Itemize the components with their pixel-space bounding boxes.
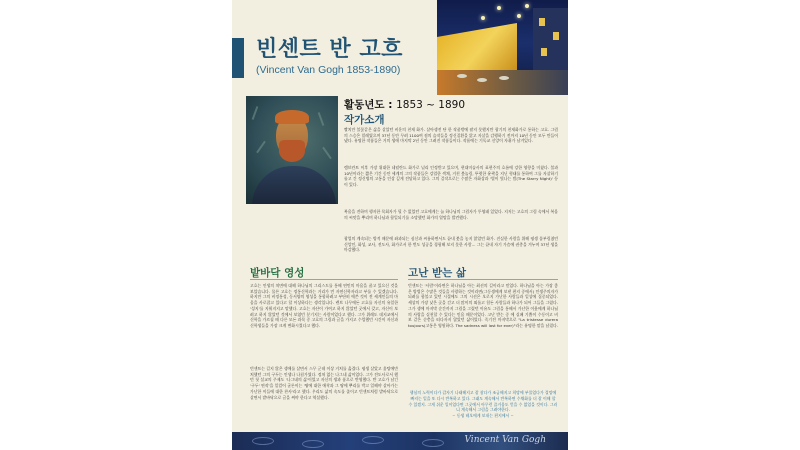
spiritual-paragraph: 빈센트는 길지 않은 생애를 살면서 스무 군데 이상 거처를 옮겼다. 평생 살았고 흙탕에만 처했던 그의 구두는 인생나 나침가였다. 정처 없는 나그네 삶이었다. 그가 전도사로서 했던 첫 설교의 주제도 '나그네의 삶'이었고 자신의 생과 품으로 반영했다. 반 고흐가 남긴 '구두' 연작'을 일컬어 굴론이는 '땅에 대한 애착과 그 땅에 뿌리를 박고 일해야 살아가는 가난한 이들에 대한 찬사'라고 했다. 우리도 삶의 속도를 줄이고 빈센트처럼 밭바닥으로 살면서 밭바닥으로 글을 써야 한다고 역설했다. [250, 366, 398, 400]
star [497, 6, 501, 10]
street-floor [437, 70, 568, 95]
window [539, 18, 545, 26]
star [517, 14, 521, 18]
section-divider [250, 279, 398, 280]
cafe-terrace-painting [437, 0, 568, 95]
starry-night-footer [232, 432, 568, 450]
self-portrait-painting [246, 96, 338, 204]
cafe-table [499, 76, 509, 80]
spiritual-paragraph: 고흐는 인생의 치면에 대해 하나님의 그리스도를 통해 연민의 마음을 품고 있으신 것을 보았습니다. 물론 고흐는 정통신학과는 거리가 먼 자연신학자라고 부를 수 있겠습니다. 하지만 그의 비정통성, 동서양의 영성을 통합하려고 부단히 애쓴 것이 전 세계인들의 마음을 사로잡고 있다고 할 이상하다는 생각입니다. 렌브 나무에든 고흐를 자신의 유일한 '성지'를 지워지지고 말했다. 고흐는 자산이 가여고 하지 않았던 곳에서 갖고, 자신이 보려고 하지 않았던 것에서 보였던 분기지는 사람이었다고 했다. 그가 위레도 데지교에서 신학을 가르칠 때 다른 모든 과목 중 고흐의 그림과 글을 가지고 수업했던 시간이 자신과 신학생들을 가장 크게 변화시켰다고 했다. [250, 283, 398, 328]
page-subtitle: (Vincent Van Gogh 1853-1890) [256, 64, 401, 76]
suffering-paragraph: 빈센트는 '사람'이라면은 하나님을 아는 최선의 길이라고 믿었다. 하나님을 아는 가장 좋은 방법은 수많은 것들을 사랑하는 것이라면(그동생에게 보낸 편지 중에서) 인생주의자가 되려를 함불고 있던 시절에도 그의 시선은 오로지 가난한 사람들과 일상에 집중되었다. 세상의 가장 낮은 곳을 걷고 더 많이의 외롭고 힘든 사람들과 하나가 되어 그들을 그렸다. 그가 생에 마지막 순간까지 그림을 그렸던 이유도 그림을 통해서 가난한 이웃에게 하나님의 사랑을 실천할 수 있다는 믿음 때문이었다. 고난 받는 중 에 실패 기쁨이 수동이고 비보 같은 순충을 떠다자지 않았던 삶이었다. 죽기전 마지막으로 "La tristesse durera toujours(고통은 영원하다. The sadness will last for ever)"라는 유명한 말을 남겼다. [408, 283, 558, 328]
portrait-hair [275, 110, 309, 124]
brush-stroke [318, 112, 325, 126]
dark-building [533, 8, 568, 78]
section-divider [408, 279, 558, 280]
intro-paragraph: 렘브란트 이후 가장 위대한 네덜란드 화가로 널리 인정받고 있으며, 현대미술사의 표현주의 흐름에 강한 영향을 미쳤다. 불과 10년이라는 짧은 기간 동안 세계의 그의 작품들은 강렬한 색채, 거친 붓놀림, 뚜렷한 윤곽을 지닌 형태를 통하여 그를 자살하기 롤고 간 정신병의 고통을 인상 깊게 전달하고 있다. 그의 걸작으로는 수많은 자화상과 '별이 빛나는 밤(The Starry Night)' 등이 있다. [344, 165, 558, 188]
portrait-coat [252, 166, 336, 204]
years-label: 활동년도 : [344, 99, 393, 111]
suffering-heading: 고난 받는 삶 [408, 267, 467, 279]
star [525, 4, 529, 8]
brush-stroke [322, 147, 332, 160]
intro-paragraph: 복음을 전하며 행자한 목회자가 될 수 없었던 고흐에게는 늘 하나님의 그림자가 투영돼 있었다. 지저는 고흐의 그림 속에서 복음의 씨앗을 뿌리며 하나님과 합일되기를 소망했던 화가의 열망을 발견했다. [344, 209, 558, 220]
quote-line: 그게 쉬운 일이었다면 그곳에서 아무런 즐거움도 얻을 수 없었을 것이다. 그러니 계속해서 그림을 그려야한다. [427, 401, 558, 413]
quote-line: 그래도 계속해서 반복하면 수채화를 더 잘 이해 할 수 있겠지. [408, 395, 556, 407]
spiritual-heading: 밭바닥 영성 [250, 267, 305, 279]
cafe-table [477, 78, 487, 82]
quote-signature: ~ 동생 테오에게 보내는 편지에서 ~ [452, 413, 514, 419]
swirl [422, 439, 444, 447]
brochure-page [232, 0, 568, 450]
swirl [362, 436, 384, 444]
page-title: 빈센트 반 고흐 [256, 37, 403, 62]
star [481, 16, 485, 20]
cafe-table [457, 74, 467, 78]
swirl [252, 437, 274, 445]
window [553, 32, 559, 40]
title-marker [232, 38, 244, 78]
portrait-beard [279, 140, 305, 162]
years-value: 1853 ~ 1890 [396, 99, 466, 111]
swirl [302, 440, 324, 448]
intro-heading: 작가소개 [344, 114, 385, 126]
intro-paragraph: 빨치만 불꽃같은 삶을 살았던 비운의 천재 화가. 살아생전 단 한 작품밖에 팔지 못했지만 광기의 천재화가로 통하는 고흐. 그림의 스승은 밀레였으며 37년 동안 무려 1100여 점의 습작들을 정신질환을 앓고 자살을 감행하기 전까지 10년 동안 모두 만들어냈다. 유명한 작품들은 거의 생애 마지막 2년 동안 그려진 작품들이다. 작품에는 기독교 신앙이 자취가 남겨있다. [344, 127, 558, 144]
window [541, 48, 547, 56]
quote-line: 행심의 노력이다가 갑자기 나태해지고 잘 참다가 조급해지고 희망에 부풀었다가 절망에 빠지는 일을 또 다시 반복하고 있다. [409, 390, 557, 401]
active-years [344, 97, 465, 112]
letter-quote [408, 390, 558, 419]
footer-brand: Vincent Van Gogh [464, 435, 546, 445]
brush-stroke [252, 106, 259, 120]
brush-stroke [256, 141, 266, 154]
intro-paragraph: 광업의 계속되는 방적 때문에 좌과되는 심신과 씨름하면서도 끝내 붓을 놓지 않았던 화가. 진실한 사람을 위해 평생 몸부림쳤던 신앙인, 화성, 교사, 전도사, 화가로서 한 번도 성공을 경험해 보지 못한 사람… 그는 끝내 자기 가슴에 권총을 겨누며 37년 생을 마감했다. [344, 236, 558, 253]
